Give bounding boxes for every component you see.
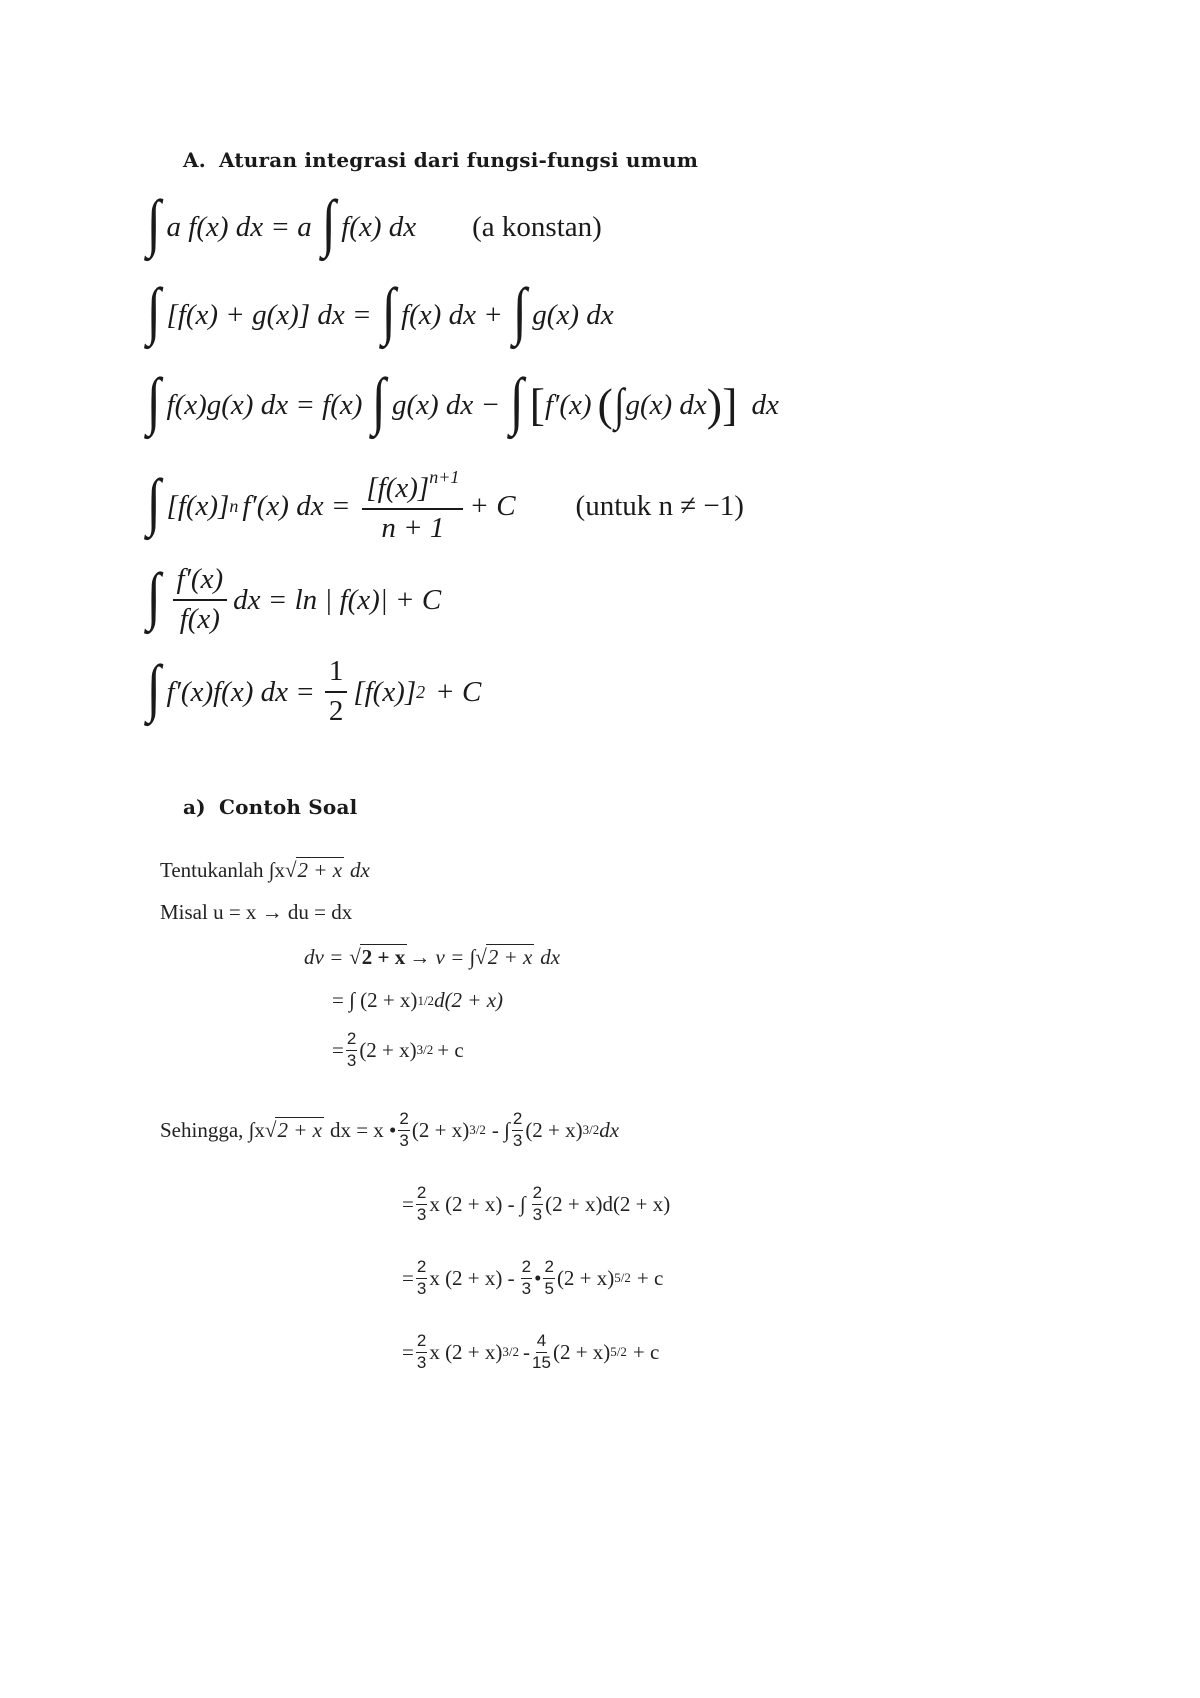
example-l5-eq: = (332, 1037, 344, 1062)
rule-4-lhs: [f(x)] (166, 489, 230, 522)
rule-2-mid: f(x) dx + (401, 298, 503, 331)
integral-sign: ∫ (146, 466, 161, 537)
rule-6-tail: + C (435, 675, 482, 708)
example-l8-num-3: 2 (543, 1258, 554, 1279)
integral-sign: ∫ (321, 187, 336, 258)
example-line-8 (402, 1258, 663, 1298)
rule-1-note: (a konstan) (472, 210, 602, 243)
example-l7-fraction-2 (532, 1184, 543, 1224)
example-l6-fraction-1 (398, 1110, 409, 1150)
example-l8-fraction-1 (416, 1258, 427, 1298)
example-l6-sup-2: 3/2 (582, 1122, 600, 1138)
example-l3-a: dv = (304, 944, 344, 969)
example-l4-sup: 1/2 (417, 992, 435, 1008)
left-paren: ( (597, 379, 613, 430)
example-l6-fraction-2 (512, 1110, 523, 1150)
integral-sign: ∫ (381, 275, 396, 346)
example-line-7 (402, 1184, 670, 1224)
example-l9-b: - (523, 1339, 531, 1364)
rule-6-numerator: 1 (325, 656, 348, 693)
section-b-heading (183, 795, 357, 819)
rule-5-numerator: f′(x) (173, 564, 228, 601)
example-l8-c: + c (636, 1265, 664, 1290)
example-l5-fraction (346, 1030, 357, 1070)
rule-6-lhs: f′(x)f(x) dx = (166, 675, 315, 708)
rule-5-rest: dx = ln | f(x)| + C (233, 583, 442, 616)
rule-6-fraction (325, 656, 348, 728)
example-line-6: Sehingga, ∫x √ 2 + x dx = x • $\frac{2}{3}$ (2 + x) 3/2 - ∫ $\frac{2}{3}$ (2 + x) 3/2 dx (160, 1109, 620, 1150)
rule-2-lhs: [f(x) + g(x)] dx = (166, 298, 372, 331)
example-l7-den: 3 (416, 1204, 427, 1224)
example-l8-den-3: 5 (544, 1278, 554, 1298)
example-l1-text: Tentukanlah ∫x (160, 857, 285, 882)
example-line-4 (332, 988, 503, 1013)
integral-sign: ∫ (509, 365, 524, 436)
integral-sign: ∫ (614, 379, 625, 430)
rule-logarithm (145, 560, 441, 640)
rule-4-lhs-rest: f′(x) dx = (242, 489, 351, 522)
rule-4-lhs-sup: n (229, 495, 239, 516)
rule-4-numerator-sup: n+1 (429, 466, 460, 487)
example-l8-fraction-2 (521, 1258, 532, 1298)
rule-5-fraction (173, 564, 228, 636)
example-l9-fraction-2 (532, 1332, 551, 1372)
section-a-title: Aturan integrasi dari fungsi-fungsi umum (219, 148, 699, 172)
example-l4: = ∫ (2 + x) (332, 988, 418, 1012)
example-l5-den: 3 (346, 1050, 357, 1070)
rule-6-rest: [f(x)] (353, 675, 417, 708)
example-l9-den: 3 (416, 1352, 427, 1372)
example-l6-num: 2 (398, 1110, 409, 1131)
example-l6-e: dx (599, 1117, 620, 1142)
rule-5-denominator: f(x) (179, 603, 220, 635)
example-l3-radicand-2: 2 + x (487, 945, 533, 969)
example-l9-sup-2: 5/2 (610, 1344, 627, 1360)
example-l6-a: dx = x • (329, 1117, 397, 1142)
integral-sign: ∫ (146, 365, 161, 436)
example-l6-c: - ∫ (491, 1117, 510, 1142)
example-line-1: Tentukanlah ∫x √ 2 + x dx (160, 857, 370, 882)
integral-sign: ∫ (146, 187, 161, 258)
example-l7-num: 2 (416, 1184, 427, 1205)
example-l8-a: x (2 + x) - (429, 1265, 515, 1290)
rule-3-inner2: g(x) dx (625, 388, 707, 421)
rule-3-tail: dx (751, 388, 779, 421)
integral-sign: ∫ (372, 365, 387, 436)
example-l9-num-2: 4 (536, 1332, 547, 1353)
example-l9-num: 2 (416, 1332, 427, 1353)
example-l9-eq: = (402, 1339, 414, 1364)
rule-3-inner: f′(x) (544, 388, 592, 421)
rule-2-rhs: g(x) dx (532, 298, 614, 331)
example-l9-den-2: 15 (532, 1352, 551, 1372)
section-b-number: a) (183, 795, 206, 819)
example-l5-tail: (2 + x) (359, 1037, 417, 1062)
example-l8-b: (2 + x) (556, 1265, 615, 1290)
rule-6-denominator: 2 (328, 695, 344, 727)
example-l9-sup: 3/2 (502, 1344, 520, 1360)
example-l8-eq: = (402, 1265, 414, 1290)
example-l8-den-2: 3 (521, 1278, 532, 1298)
example-l6-b: (2 + x) (411, 1117, 470, 1142)
section-b-title: Contoh Soal (219, 795, 358, 819)
example-l6-d: (2 + x) (525, 1117, 583, 1142)
example-l1-radicand: 2 + x (297, 858, 343, 882)
example-l6-text: Sehingga, ∫x (160, 1117, 265, 1142)
example-l8-dot: • (534, 1265, 542, 1290)
rule-constant-multiple (145, 187, 602, 262)
example-l2: Misal u = x → du = dx (160, 900, 353, 924)
example-l9-c: (2 + x) (552, 1339, 611, 1364)
rule-3-lhs: f(x)g(x) dx = f(x) (166, 388, 363, 421)
example-l7-a: x (2 + x) - ∫ (429, 1191, 526, 1216)
example-l6-den: 3 (399, 1130, 409, 1150)
example-l8-sup: 5/2 (614, 1270, 631, 1286)
integral-sign: ∫ (146, 560, 161, 631)
example-l3-tail: dx (540, 944, 561, 969)
rule-3-mid: g(x) dx − (391, 388, 501, 421)
rule-integration-by-parts (145, 365, 779, 440)
example-line-2 (160, 900, 352, 925)
example-l6-num-2: 2 (512, 1110, 523, 1131)
right-paren: ) (706, 379, 723, 430)
example-l6-radicand: 2 + x (277, 1118, 322, 1143)
rule-4-fraction (362, 468, 463, 545)
rule-4-rest: + C (469, 489, 516, 522)
rule-1-lhs: a f(x) dx = a (166, 210, 312, 243)
example-l3-b: → v = ∫ (409, 944, 476, 969)
example-l5-num: 2 (346, 1030, 357, 1051)
section-a-number: A. (183, 148, 206, 172)
integral-sign: ∫ (146, 652, 161, 723)
rule-1-rhs: f(x) dx (341, 210, 417, 243)
integral-sign: ∫ (146, 275, 161, 346)
example-l7-num-2: 2 (532, 1184, 543, 1205)
example-l5-sup: 3/2 (416, 1042, 434, 1058)
example-l8-fraction-3 (543, 1258, 554, 1298)
example-l7-den-2: 3 (532, 1204, 543, 1224)
rule-6-sup: 2 (416, 681, 426, 702)
example-l8-num: 2 (416, 1258, 427, 1279)
example-l5-c: + c (437, 1037, 464, 1062)
example-line-9 (402, 1332, 659, 1372)
right-bracket: ] (722, 379, 738, 430)
rule-sum (145, 275, 614, 350)
example-l8-num-2: 2 (521, 1258, 532, 1279)
rule-4-note: (untuk n ≠ −1) (575, 489, 744, 522)
example-l7-eq: = (402, 1191, 414, 1216)
rule-square (145, 652, 481, 732)
example-l7-fraction-1 (416, 1184, 427, 1224)
example-l1-tail: dx (350, 857, 370, 882)
example-l6-den-2: 3 (512, 1130, 523, 1150)
example-l9-a: x (2 + x) (429, 1339, 503, 1364)
example-l8-den: 3 (416, 1278, 427, 1298)
left-bracket: [ (529, 379, 545, 430)
example-l6-sup: 3/2 (469, 1122, 486, 1138)
integral-sign: ∫ (512, 275, 527, 346)
example-line-3: dv = √ 2 + x → v = ∫ √ 2 + x dx (304, 944, 561, 969)
example-line-5 (332, 1030, 464, 1070)
rule-4-numerator: [f(x)] (366, 471, 430, 504)
example-l7-b: (2 + x)d(2 + x) (545, 1191, 671, 1216)
example-l9-fraction-1 (416, 1332, 427, 1372)
section-a-heading (183, 148, 698, 172)
example-l3-radicand: 2 + x (361, 945, 406, 969)
example-l4-tail: d(2 + x) (434, 988, 504, 1012)
rule-power-chain (145, 466, 744, 546)
example-l9-d: + c (632, 1339, 660, 1364)
rule-4-denominator: n + 1 (381, 511, 445, 544)
